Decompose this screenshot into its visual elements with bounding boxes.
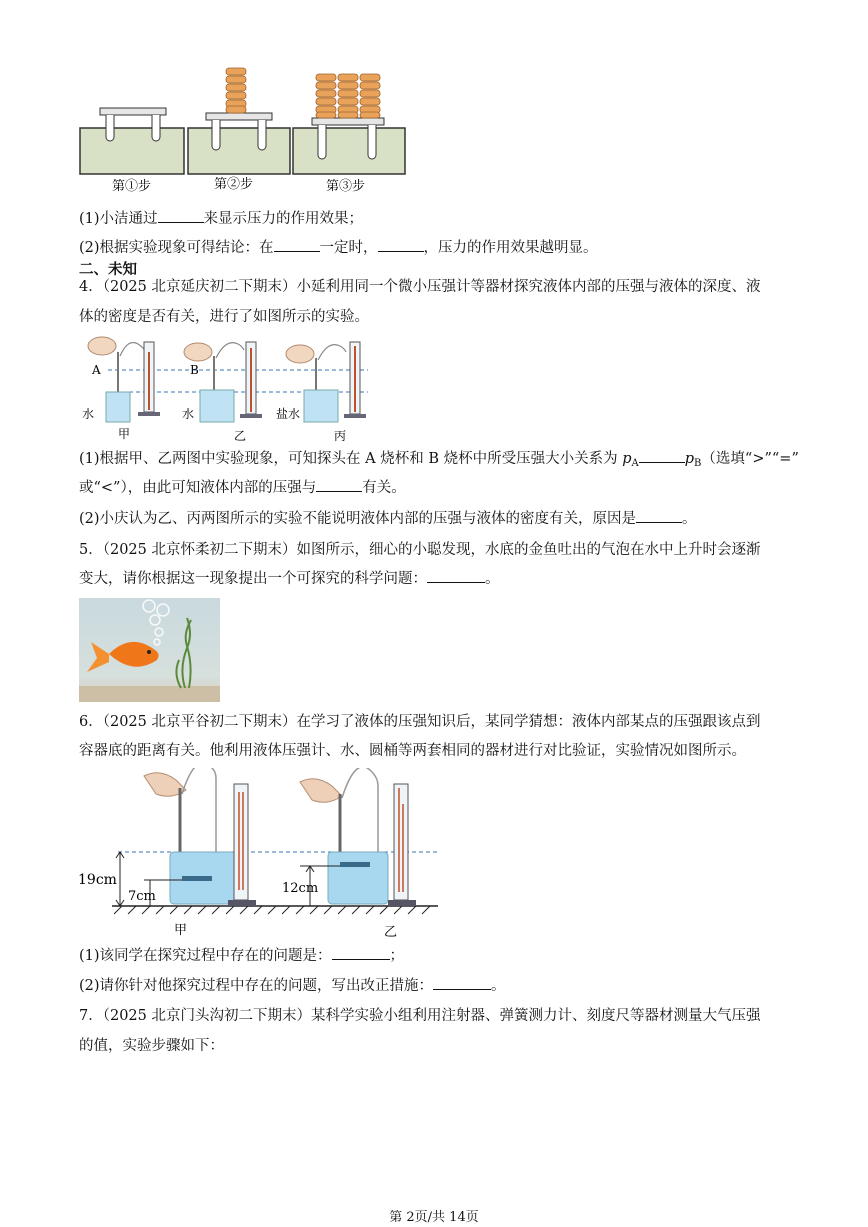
- setup-jia: [88, 337, 160, 422]
- q6-part2: (2)请你针对他探究过程中存在的问题，写出改正措施： 。: [79, 978, 506, 994]
- liquid-label-bing: 盐水: [276, 407, 301, 421]
- q5-stem-line2: 变大，请你根据这一现象提出一个可探究的科学问题： 。: [79, 571, 500, 587]
- answer-blank[interactable]: [332, 959, 390, 960]
- pressure-gauge-figure-q6: [78, 768, 440, 940]
- answer-blank[interactable]: [274, 251, 320, 252]
- caption-jia: 甲: [118, 427, 131, 441]
- step2-label: 第②步: [214, 177, 254, 192]
- caption-yi-q6: 乙: [384, 925, 398, 940]
- answer-blank[interactable]: [158, 222, 204, 223]
- step1-label: 第①步: [112, 179, 152, 194]
- q4-part1-line1: (1)根据甲、乙两图中实验现象，可知探头在 A 烧杯和 B 烧杯中所受压强大小关系为 $p_A$ $p_B$（选填“>”“=”: [79, 451, 799, 469]
- q7-stem-line2: 的值，实验步骤如下：: [79, 1038, 224, 1054]
- step3-label: 第③步: [326, 179, 366, 194]
- liquid-label-yi: 水: [182, 407, 195, 421]
- liquid-label-jia: 水: [82, 407, 95, 421]
- q3-part1: (1)小洁通过 来显示压力的作用效果；: [79, 211, 364, 227]
- goldfish-photo: [79, 598, 220, 702]
- q7-stem-line1: 7．（2025 北京门头沟初二下期末）某科学实验小组利用注射器、弹簧测力计、刻度尺等器材测量大气压强: [79, 1008, 761, 1024]
- step2-panel: [188, 68, 290, 174]
- section-heading: 二、未知: [79, 262, 137, 278]
- answer-blank[interactable]: [639, 462, 685, 463]
- depth-label-19cm: 19cm: [78, 872, 117, 888]
- answer-blank[interactable]: [316, 491, 362, 492]
- q4-part1-line2: 或“<”），由此可知液体内部的压强与 有关。: [79, 480, 406, 496]
- answer-blank[interactable]: [433, 989, 491, 990]
- answer-blank[interactable]: [427, 582, 485, 583]
- answer-blank[interactable]: [636, 522, 682, 523]
- q4-stem-line2: 体的密度是否有关，进行了如图所示的实验。: [79, 309, 369, 325]
- caption-yi: 乙: [234, 429, 247, 443]
- label-A: A: [92, 363, 101, 377]
- step3-panel: [293, 74, 405, 174]
- q4-stem-line1: 4．（2025 北京延庆初二下期末）小延利用同一个微小压强计等器材探究液体内部的压强与液体的深度、液: [79, 279, 761, 295]
- q5-stem-line1: 5．（2025 北京怀柔初二下期末）如图所示，细心的小聪发现，水底的金鱼吐出的气泡在水中上升时会逐渐: [79, 542, 761, 558]
- q6-stem-line2: 容器底的距离有关。他利用液体压强计、水、圆桶等两套相同的器材进行对比验证，实验情况如图所示。: [79, 743, 746, 759]
- label-B: B: [190, 363, 199, 377]
- setup-jia-q6: [144, 768, 256, 906]
- q6-part1: (1)该同学在探究过程中存在的问题是： ；: [79, 948, 405, 964]
- caption-bing: 丙: [334, 429, 347, 443]
- q4-part2: (2)小庆认为乙、丙两图所示的实验不能说明液体内部的压强与液体的密度有关，原因是 。: [79, 511, 697, 527]
- setup-yi: [184, 342, 262, 422]
- sponge-experiment-figure: [78, 64, 410, 198]
- answer-blank[interactable]: [378, 251, 424, 252]
- depth-label-12cm: 12cm: [282, 881, 319, 896]
- step1-panel: [80, 108, 184, 174]
- depth-label-7cm: 7cm: [128, 889, 156, 904]
- q3-part2: (2)根据实验现象可得结论：在 一定时， ，压力的作用效果越明显。: [79, 240, 598, 256]
- q6-stem-line1: 6．（2025 北京平谷初二下期末）在学习了液体的压强知识后，某同学猜想：液体内部某点的压强跟该点到: [79, 714, 761, 730]
- page-number-footer: 第 2页/共 14页: [389, 1210, 479, 1225]
- pressure-gauge-figure-q4: [78, 334, 370, 444]
- caption-jia-q6: 甲: [174, 923, 188, 938]
